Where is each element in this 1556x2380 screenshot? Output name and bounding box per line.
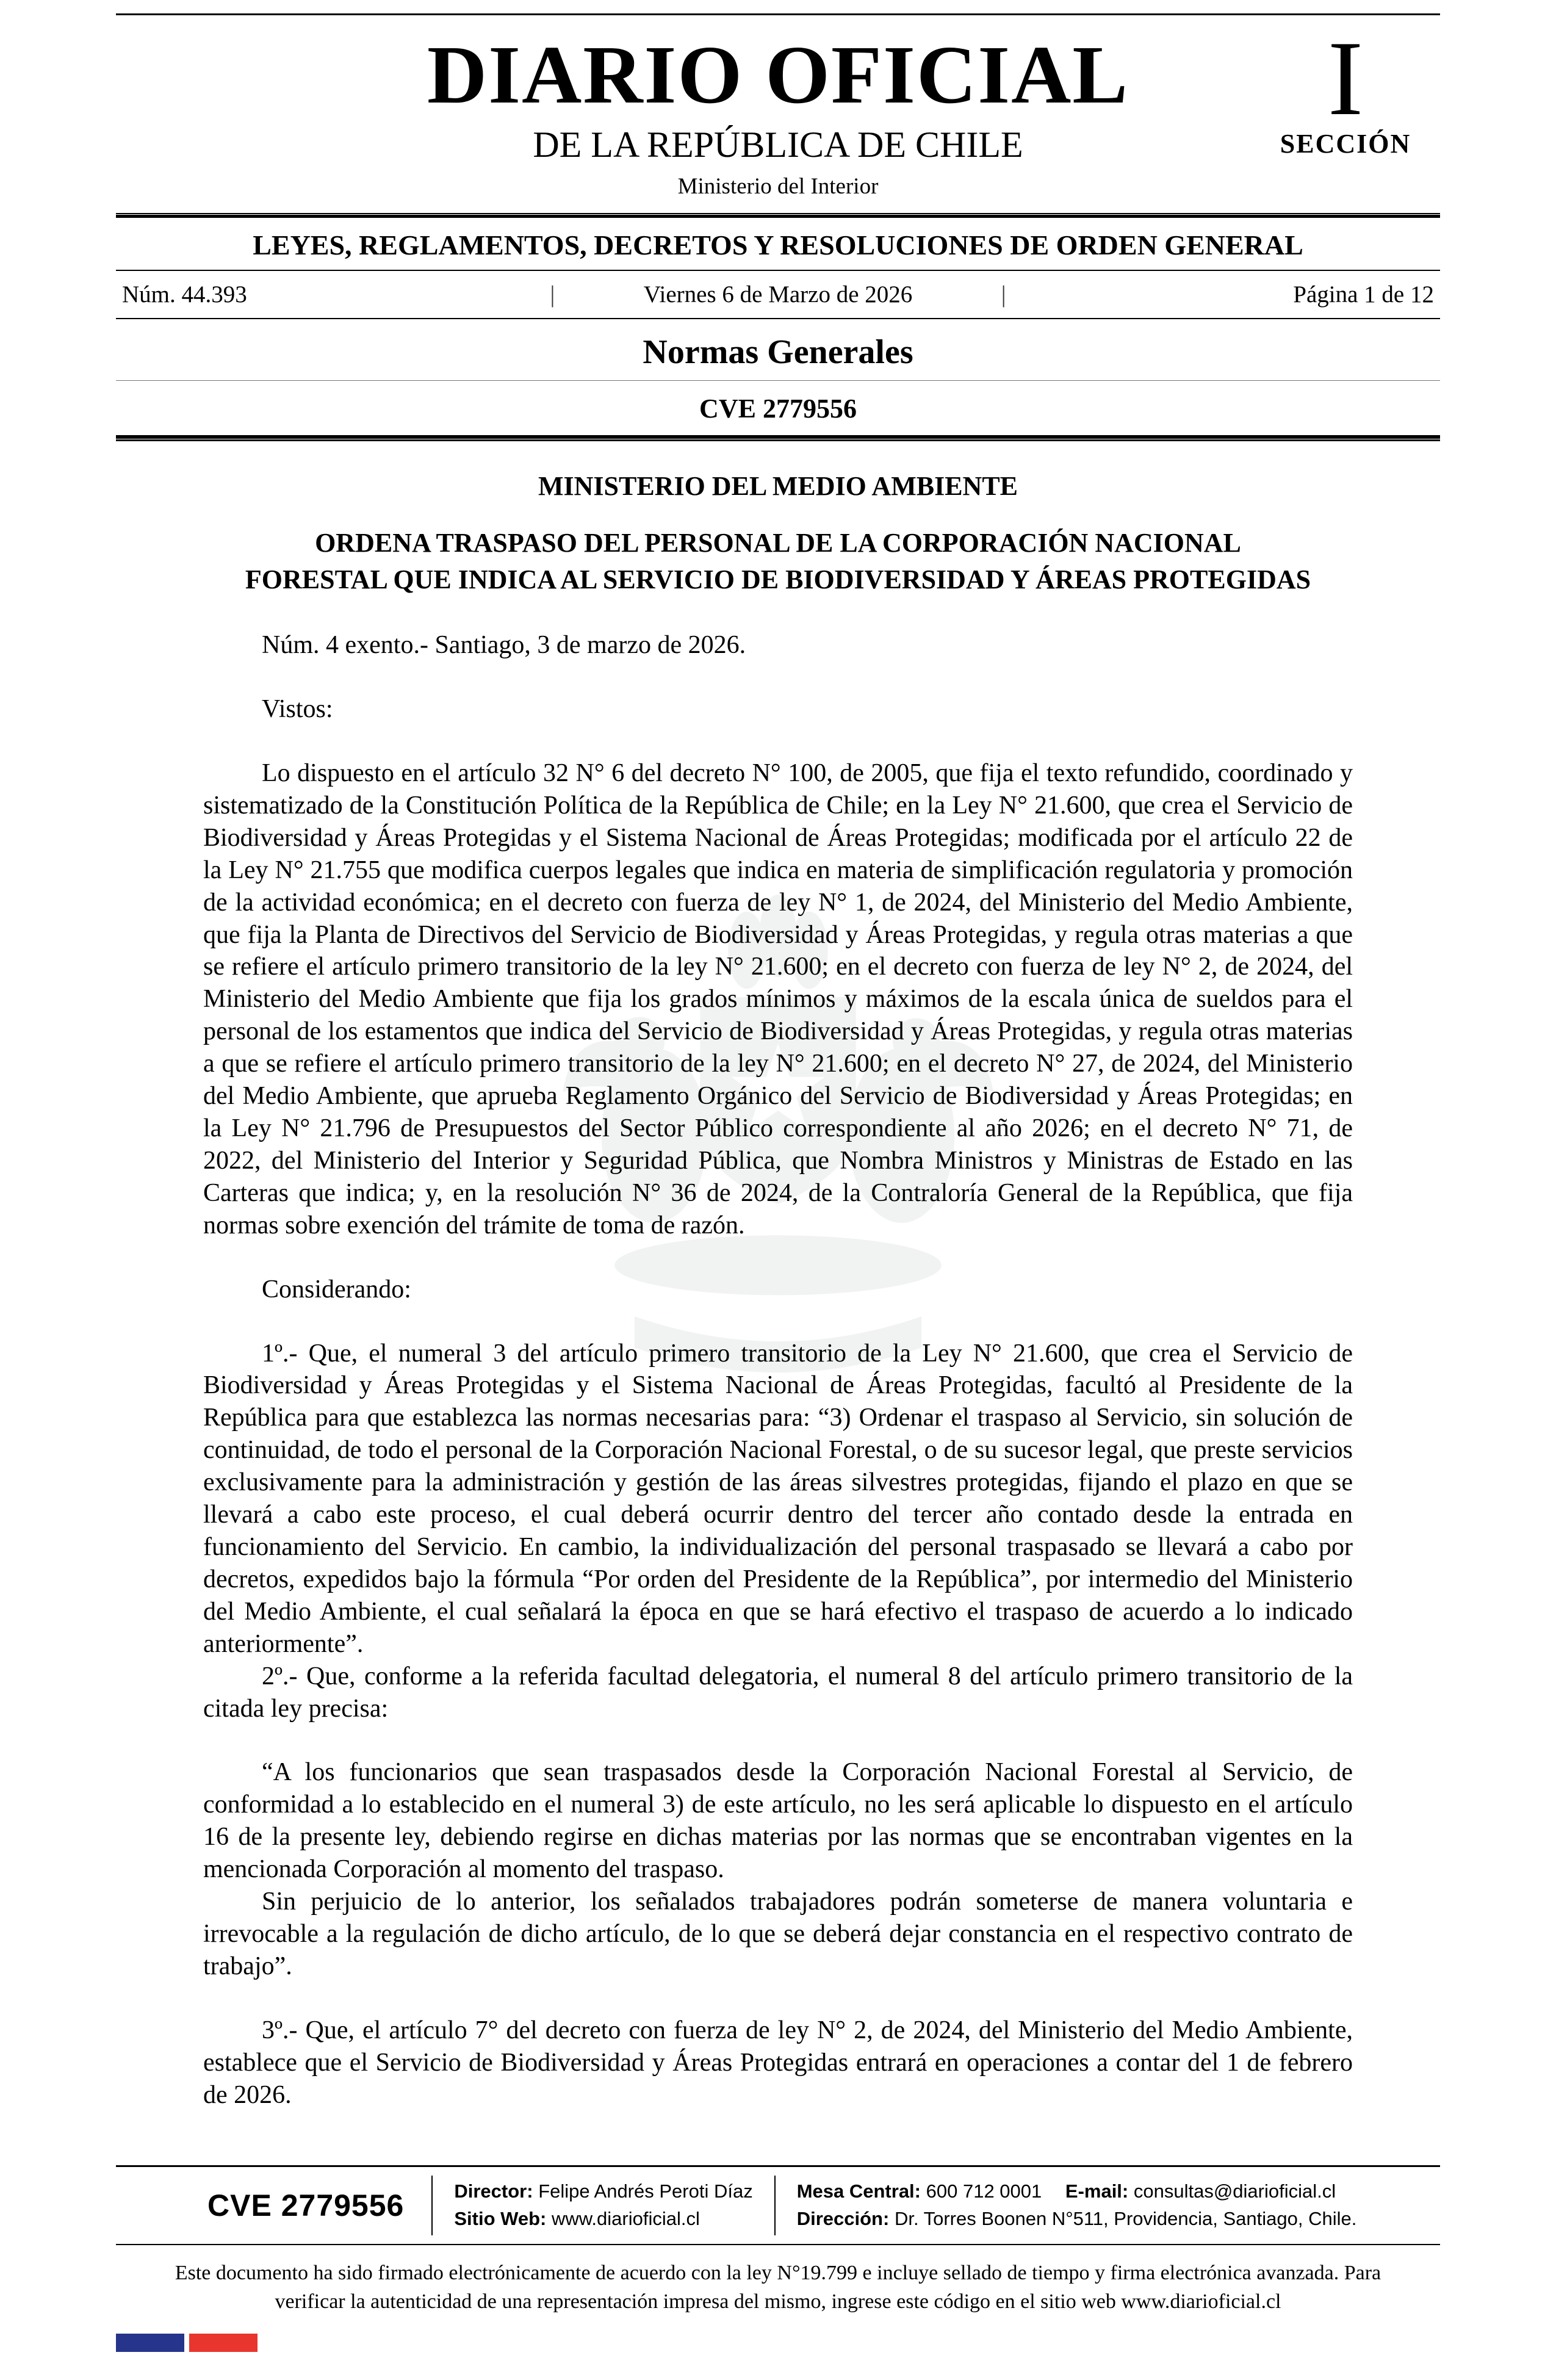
gazette-subtitle: DE LA REPÚBLICA DE CHILE	[533, 124, 1023, 165]
paragraph-vistos-body: Lo dispuesto en el artículo 32 N° 6 del decreto N° 100, de 2005, que fija el texto refundido, coordinado y sistematizado de la Constitución Política de la República de Chile; en la Ley N° 21.600, que crea el Servicio de Biodiversidad y Áreas Protegidas y el Sistema Nacional de Áreas Protegidas; modificada por el artículo 22 de la Ley N° 21.755 que modifica cuerpos legales que indica en materia de simplificación regulatoria y promoción de la actividad económica; en el decreto con fuerza de ley N° 1, de 2024, del Ministerio del Medio Ambiente, que fija la Planta de Directivos del Servicio de Biodiversidad y Áreas Protegidas, y regula otras materias a que se refiere el artículo primero transitorio de la ley N° 21.600; en el decreto con fuerza de ley N° 2, de 2024, del Ministerio del Medio Ambiente que fija los grados mínimos y máximos de la escala única de sueldos para el personal de los estamentos que indica del Servicio de Biodiversidad y Áreas Protegidas, y regula otras materias a que se refiere el artículo primero transitorio de la ley N° 21.600; en el decreto N° 27, de 2024, del Ministerio del Medio Ambiente, que aprueba Reglamento Orgánico del Servicio de Biodiversidad y Áreas Protegidas; en la Ley N° 21.796 de Presupuestos del Sector Público correspondiente al año 2026; en el decreto N° 71, de 2022, del Ministerio del Interior y Seguridad Pública, que Nombra Ministros y Ministras de Estado en las Carteras que indica; y, en la resolución N° 36 de 2024, de la Contraloría General de la República, que fija normas sobre exención del trámite de toma de razón.	[203, 759, 1353, 1239]
paragraph-considerando-2: 2º.- Que, conforme a la referida facultad delegatoria, el numeral 8 del artículo primero transitorio de la citada ley precisa:	[203, 1662, 1353, 1723]
issue-date: Viernes 6 de Marzo de 2026	[643, 281, 913, 308]
email-label: E-mail:	[1065, 2180, 1129, 2202]
heavy-double-rule	[116, 435, 1440, 441]
paragraph-considerando-1: 1º.- Que, el numeral 3 del artículo primero transitorio de la Ley N° 21.600, que crea el Servicio de Biodiversidad y Áreas Protegidas y el Sistema Nacional de Áreas Protegidas, facultó al Presidente de la República para que establezca las normas necesarias para: “3) Ordenar el traspaso al Servicio, sin solución de continuidad, de todo el personal de la Corporación Nacional Forestal, o de su sucesor legal, que preste servicios exclusivamente para la administración y gestión de las áreas silvestres protegidas, fijando el plazo en que se llevará a cabo este proceso, el cual deberá ocurrir dentro del tercer año contado desde la entrada en funcionamiento del Servicio. En cambio, la individualización del personal traspasado se llevará a cabo por decretos, expedidos bajo la fórmula “Por orden del Presidente de la República”, por intermedio del Ministerio del Medio Ambiente, el cual señalará la época en que se hará efectivo el traspaso de acuerdo a lo indicado anteriormente”.	[203, 1339, 1353, 1658]
footer-director-line	[454, 2178, 752, 2205]
footer-phone-email-line	[797, 2178, 1357, 2205]
issue-number: Núm. 44.393	[122, 281, 247, 308]
footer-site-line	[454, 2205, 752, 2233]
signature-disclaimer: Este documento ha sido firmado electrónicamente de acuerdo con la ley N°19.799 e incluye sellado de tiempo y firma electrónica avanzada. Para verificar la autenticidad de una representación impresa del mismo, ingrese este código en el sitio web www.diarioficial.cl	[175, 2261, 1381, 2313]
flag-red-bar	[189, 2334, 258, 2352]
address-value: Dr. Torres Boonen N°511, Providencia, Santiago, Chile.	[894, 2207, 1357, 2229]
paragraph-considerando: Considerando:	[262, 1275, 411, 1304]
section-heading: Normas Generales	[643, 333, 913, 371]
banner-heading: LEYES, REGLAMENTOS, DECRETOS Y RESOLUCIONES DE ORDEN GENERAL	[253, 229, 1303, 261]
footer-address-line	[797, 2205, 1357, 2233]
footer-info-row	[116, 2165, 1440, 2245]
email-address: consultas@diarioficial.cl	[1133, 2180, 1336, 2202]
flag-blue-bar	[116, 2334, 184, 2352]
meta-separator: |	[550, 281, 555, 308]
footer-director-column	[431, 2176, 774, 2235]
page-footer	[116, 2143, 1440, 2352]
section-block	[1266, 19, 1425, 159]
chile-flag-mark	[116, 2334, 1440, 2352]
address-label: Dirección:	[796, 2207, 890, 2229]
paragraph-quote-2: Sin perjuicio de lo anterior, los señalados trabajadores podrán someterse de manera voluntaria e irrevocable a la regulación de dicho artículo, de lo que se deberá dejar constancia en el respectivo contrato de trabajo”.	[203, 1888, 1353, 1980]
director-label: Director:	[454, 2180, 533, 2202]
issue-meta-row	[116, 271, 1440, 318]
masthead-row	[116, 15, 1440, 213]
double-rule	[116, 213, 1440, 218]
phone-label: Mesa Central:	[796, 2180, 921, 2202]
gazette-title: DIARIO OFICIAL	[427, 29, 1129, 121]
document-ministry: MINISTERIO DEL MEDIO AMBIENTE	[538, 471, 1018, 501]
footer-contact-column	[774, 2176, 1378, 2235]
gazette-ministry: Ministerio del Interior	[677, 174, 879, 199]
phone-number: 600 712 0001	[926, 2180, 1042, 2202]
document-title: ORDENA TRASPASO DEL PERSONAL DE LA CORPORACIÓN NACIONAL FORESTAL QUE INDICA AL SERVICIO DE BIODIVERSIDAD Y ÁREAS PROTEGIDAS	[245, 528, 1311, 594]
paragraph-vistos: Vistos:	[262, 695, 333, 724]
cve-heading: CVE 2779556	[699, 394, 857, 424]
paragraph-quote-1: “A los funcionarios que sean traspasados desde la Corporación Nacional Forestal al Servicio, de conformidad a lo establecido en el numeral 3) de este artículo, no les será aplicable lo dispuesto en el artículo 16 de la presente ley, debiendo regirse en dichas materias por las normas que se encontraban vigentes en la mencionada Corporación al momento del traspaso.	[203, 1758, 1353, 1884]
director-name: Felipe Andrés Peroti Díaz	[538, 2180, 753, 2202]
section-label: SECCIÓN	[1280, 128, 1411, 159]
page-indicator: Página 1 de 12	[1293, 281, 1434, 308]
site-label: Sitio Web:	[454, 2207, 547, 2229]
masthead	[116, 13, 1440, 441]
site-url: www.diarioficial.cl	[551, 2207, 700, 2229]
footer-cve: CVE 2779556	[207, 2188, 405, 2223]
meta-separator: |	[1001, 281, 1006, 308]
paragraph-considerando-3: 3º.- Que, el artículo 7° del decreto con fuerza de ley N° 2, de 2024, del Ministerio del Medio Ambiente, establece que el Servicio de Biodiversidad y Áreas Protegidas entrará en operaciones a contar del 1 de febrero de 2026.	[203, 2016, 1353, 2109]
section-numeral: I	[1327, 19, 1364, 137]
paragraph-decree-number: Núm. 4 exento.- Santiago, 3 de marzo de 2026.	[262, 631, 746, 660]
masthead-center	[116, 29, 1440, 200]
document-body	[203, 469, 1353, 2111]
